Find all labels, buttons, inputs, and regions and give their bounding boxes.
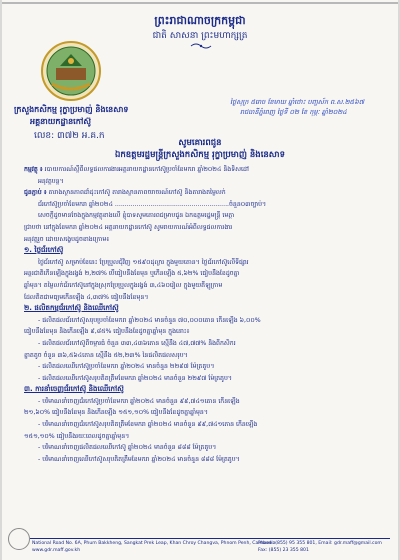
attachment-line <box>24 187 380 199</box>
section-heading: ១. ថ្លៃជ័រកៅស៊ូ <box>24 246 64 255</box>
paragraph-line: - ផលិតផលឈើកៅស៊ូសរុបគិតត្រឹមខែមករា ឆ្នាំ២០២៤ មានចំនួន ២២៩៧ ម៉ែត្រគូប។ <box>38 374 232 382</box>
intro-line: សេចក្តីដូចមានចែងក្នុងកម្មវត្ថុខាងលើ ខ្ញុំបាទសូមគោរពជម្រាបជូន ឯកឧត្តមរដ្ឋមន្ត្រី មេត្តា <box>38 212 235 220</box>
footer-address: National Road No. 6A, Phum Bakkheng, Sangkat Prek Leap, Khan Chroy Changva, Phnom Penh, Cambodia <box>32 541 276 546</box>
footer-emblem <box>8 528 30 550</box>
paragraph-line: - បរិមាណនាំចេញឈើកៅស៊ូសរុបគិតត្រឹមខែមករា ឆ្នាំ២០២៤ មានចំនួន ៨៨៨ ម៉ែត្រគូប។ <box>38 455 240 463</box>
footer-divider <box>30 538 390 539</box>
paragraph-line: ២១,៦០% ធៀបនឹងខែមុន និងកើនឡើង ១៥១,១០% ធៀបនឹងខែដូចគ្នាឆ្នាំមុន។ <box>24 409 208 417</box>
paragraph-line: ខ្នាតតូច ចំនួន ៣៦,៥៦៤តោន ស្មើនឹង ៥២,២៣% នៃផលិតផលសរុប។ <box>24 351 188 359</box>
paragraph-line: - ផលិតផលជ័រកៅស៊ូពីចម្ការធំ ចំនួន ៣៣,៤៣៦តោន ស្មើនឹង ៤៧,៧៧% និងពីកសិករ <box>38 339 236 347</box>
subject-line <box>24 164 380 176</box>
top-border <box>2 2 398 4</box>
intro-line: ជ្រាបថា នៅក្នុងខែមករា ឆ្នាំ២០២៤ អគ្គនាយកដ្ឋានកៅស៊ូ សូមរាយការណ៍អំពីលទ្ធផលការងារ <box>24 223 233 231</box>
subject-label: កម្មវត្ថុ ៖ <box>24 166 43 173</box>
subject-line: អនុវត្តបន្ត។ <box>38 177 64 185</box>
paragraph-line: ដែលគិតជាមធ្យមកើនឡើង ៤,៣៧% ធៀបនឹងខែមុន។ <box>24 293 149 301</box>
ministry-name: ក្រសួងកសិកម្ម រុក្ខាប្រមាញ់ និងនេសាទ <box>14 105 129 114</box>
paragraph-line: - ផលិតផលជ័រកៅស៊ូសរុបប្រចាំខែមករា ឆ្នាំ២០២៤ មានចំនួន ៧០,០០០តោន កើនឡើង ៦,០០% <box>38 316 261 324</box>
reference-number: លេខ: ៣៧២ អ.គ.ក <box>34 131 105 141</box>
footer-contact: Phone: (855) 95 355 801, Email: gdr.maff@gmail.com <box>258 541 382 546</box>
paragraph-line: - បរិមាណនាំចេញផលិតផលឈើកៅស៊ូ ឆ្នាំ២០២៤ មានចំនួន ៨៨៨ ម៉ែត្រគូប។ <box>38 444 217 452</box>
subject-text: របាយការណ៍ស្តីពីលទ្ធផលការងារអគ្គនាយកដ្ឋានកៅស៊ូប្រចាំខែមករា ឆ្នាំ២០២៤ និងទិសដៅ <box>44 166 249 173</box>
national-motto: ជាតិ សាសនា ព្រះមហាក្សត្រ <box>152 31 248 41</box>
attachment-text: តារាងស្ថានភាពដាំដុះកៅស៊ូ តារាងស្ថានភាពចរាចរណ៍កៅស៊ូ និងតារាងតម្លៃលក់ <box>48 189 226 197</box>
document-page <box>2 0 398 560</box>
ministry-logo <box>40 40 102 102</box>
footer-website: www.gdr.maff.gov.kh <box>32 548 81 553</box>
footer-fax: Fax: (855) 23 355 801 <box>258 548 309 553</box>
paragraph-line: ១៥១,១០% ធៀបនឹងរយៈពេលដូចគ្នាឆ្នាំមុន។ <box>24 432 130 440</box>
lunar-date: ថ្ងៃសុក្រ ៥រោច ខែមាឃ ឆ្នាំថោះ បញ្ចស័ក ព.ស.២៥៦៧ <box>230 98 365 106</box>
intro-line: អនុវត្តរួច ដោយសង្ខេបដូចខាងក្រោម៖ <box>24 235 110 243</box>
salutation: សូមគោរពជូន <box>178 138 222 148</box>
letter-body <box>24 164 380 465</box>
paragraph-line: ធៀបនឹងខែមុន និងកើនឡើង ៩,៨៥% ធៀបនឹងខែដូចគ្នាឆ្នាំមុន ក្នុងនោះ៖ <box>24 328 190 336</box>
paragraph-line: - បរិមាណនាំចេញជ័រកៅស៊ូប្រចាំខែមករា ឆ្នាំ២០២៤ មានចំនួន ៩៩,៧៤១តោន កើនឡើង <box>38 397 240 405</box>
paragraph-line: - ផលិតផលឈើកៅស៊ូប្រចាំខែមករា ឆ្នាំ២០២៤ មានចំនួន ២២៩៧ ម៉ែត្រគូប។ <box>38 363 215 371</box>
department-name: អគ្គនាយកដ្ឋានកៅស៊ូ <box>30 117 91 126</box>
paragraph-line: ថ្លៃជ័រកៅស៊ូ សម្រាប់ខែនេះ ប្រែប្រួលជុំវិញ ១៥៩០ដុល្លារ ក្នុងមួយតោន។ ថ្លៃជ័រកៅស៊ូលើទីផ្សារ <box>38 258 249 266</box>
attachment-label: ជូនភ្ជាប់ ៖ <box>24 189 47 197</box>
paragraph-line: អន្តរជាតិកើនឡើងក្នុងរង្វង់ ២,២៧% បើធៀបនឹងខែមុន ឬកើនឡើង ៥,៦២% ធៀបនឹងខែដូចគ្នា <box>24 270 240 278</box>
recipient: ឯកឧត្តមរដ្ឋមន្ត្រីក្រសួងកសិកម្ម រុក្ខាប្រមាញ់ និងនេសាទ <box>115 150 285 160</box>
section-heading: ៣. ការនាំចេញជ័រកៅស៊ូ និងឈើកៅស៊ូ <box>24 385 124 394</box>
paragraph-line: ឆ្នាំមុន។ តម្លៃលក់ជ័រកៅស៊ូនៅក្នុងស្រុកប្រែប្រួលក្នុងរង្វង់ ៣,៤៦០រៀល ក្នុងមួយគីឡូក្រាម <box>24 281 223 289</box>
ornament-divider <box>190 42 212 50</box>
attachment-line: ជ័រកៅស៊ូប្រចាំខែមករា ឆ្នាំ២០២៤ ..........................................................ចំនួន០៣ច្បាប់។ <box>38 200 267 208</box>
solar-date: រាជធានីភ្នំពេញ ថ្ងៃទី ០២ ខែ កុម្ភៈ ឆ្នាំ២០២៤ <box>240 108 347 116</box>
paragraph-line: - បរិមាណនាំចេញជ័រកៅស៊ូសរុបគិតត្រឹមខែមករា ឆ្នាំ២០២៤ មានចំនួន ៩៩,៧៤១តោន កើនឡើង <box>38 421 258 429</box>
kingdom-heading: ព្រះរាជាណាចក្រកម្ពុជា <box>154 14 246 27</box>
section-heading: ២. ផលិតកម្មជ័រកៅស៊ូ និងឈើកៅស៊ូ <box>24 304 119 313</box>
